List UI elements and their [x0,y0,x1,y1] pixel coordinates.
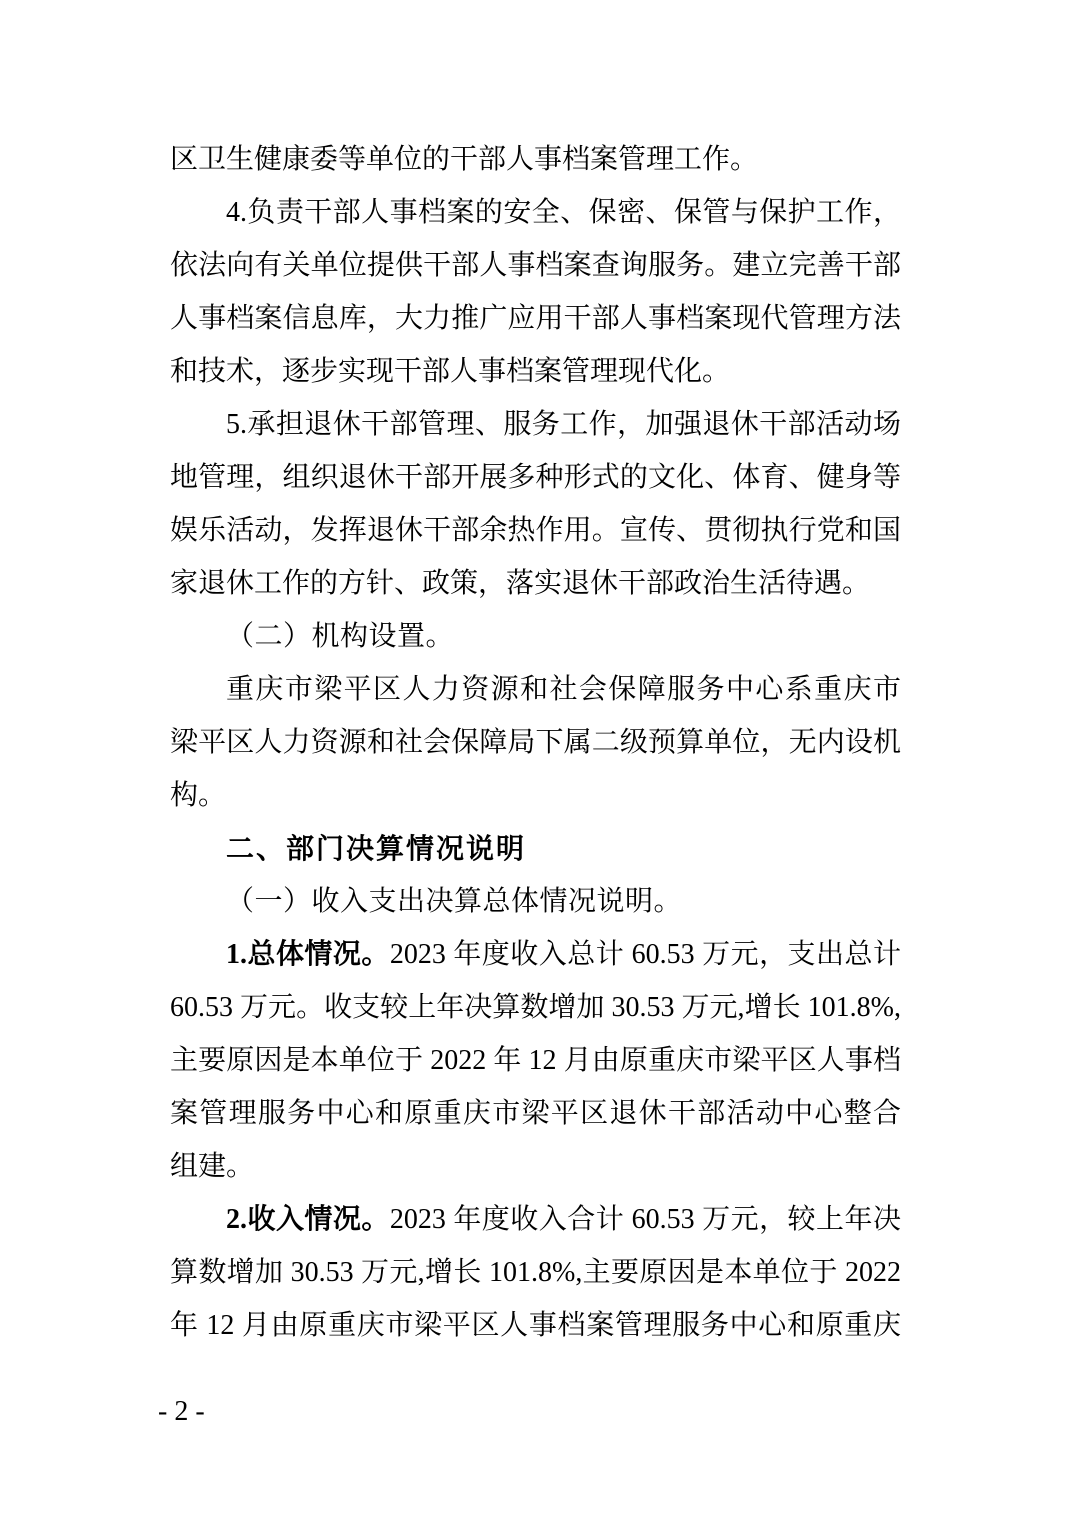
line-text: 组建。 [170,1151,255,1182]
body-line [170,398,901,451]
line-text: （一）收入支出决算总体情况说明。 [226,886,683,917]
line-text: （二）机构设置。 [226,621,455,652]
body-line [170,1140,901,1193]
body-line [170,504,901,557]
body-line [170,133,901,186]
line-text: 重庆市梁平区人力资源和社会保障服务中心系重庆市 [226,674,901,705]
line-text: 4.负责干部人事档案的安全、保密、保管与保护工作， [226,197,901,228]
body-line [170,186,901,239]
line-text: 构。 [170,780,227,811]
body-line [170,981,901,1034]
body-line [170,345,901,398]
line-text: 2023 年度收入总计 60.53 万元，支出总计 [389,939,901,970]
body-line [170,716,901,769]
body-line [170,928,901,981]
line-text: 5.承担退休干部管理、服务工作，加强退休干部活动场 [226,409,901,440]
line-text: 年 12 月由原重庆市梁平区人事档案管理服务中心和原重庆 [170,1310,901,1341]
body-line [170,451,901,504]
line-text: 案管理服务中心和原重庆市梁平区退休干部活动中心整合 [170,1098,901,1129]
paragraph-lead: 1.总体情况。 [226,939,390,970]
line-text: 人事档案信息库，大力推广应用干部人事档案现代管理方法 [170,303,901,334]
line-text: 算数增加 30.53 万元,增长 101.8%,主要原因是本单位于 2022 [170,1257,901,1288]
line-text: 2023 年度收入合计 60.53 万元，较上年决 [389,1204,901,1235]
subsection-heading [170,610,901,663]
body-line [170,1193,901,1246]
section-heading [170,822,901,875]
body-line [170,557,901,610]
body-line [170,769,901,822]
body-line [170,1034,901,1087]
line-text: 和技术，逐步实现干部人事档案管理现代化。 [170,356,731,387]
body-line [170,1087,901,1140]
line-text: 主要原因是本单位于 2022 年 12 月由原重庆市梁平区人事档 [170,1045,901,1076]
line-text: 地管理，组织退休干部开展多种形式的文化、体育、健身等 [170,462,901,493]
page-number: - 2 - [158,1396,205,1427]
line-text: 依法向有关单位提供干部人事档案查询服务。建立完善干部 [170,250,901,281]
line-text: 二、部门决算情况说明 [226,833,527,864]
line-text: 娱乐活动，发挥退休干部余热作用。宣传、贯彻执行党和国 [170,515,901,546]
body-line [170,239,901,292]
paragraph-lead: 2.收入情况。 [226,1204,390,1235]
line-text: 梁平区人力资源和社会保障局下属二级预算单位，无内设机 [170,727,901,758]
body-line [170,1299,901,1352]
line-text: 区卫生健康委等单位的干部人事档案管理工作。 [170,144,759,175]
body-line [170,292,901,345]
document-body [170,133,901,1352]
line-text: 家退休工作的方针、政策，落实退休干部政治生活待遇。 [170,568,871,599]
body-line [170,663,901,716]
body-line [170,1246,901,1299]
line-text: 60.53 万元。收支较上年决算数增加 30.53 万元,增长 101.8%, [170,992,901,1023]
subsection-heading [170,875,901,928]
